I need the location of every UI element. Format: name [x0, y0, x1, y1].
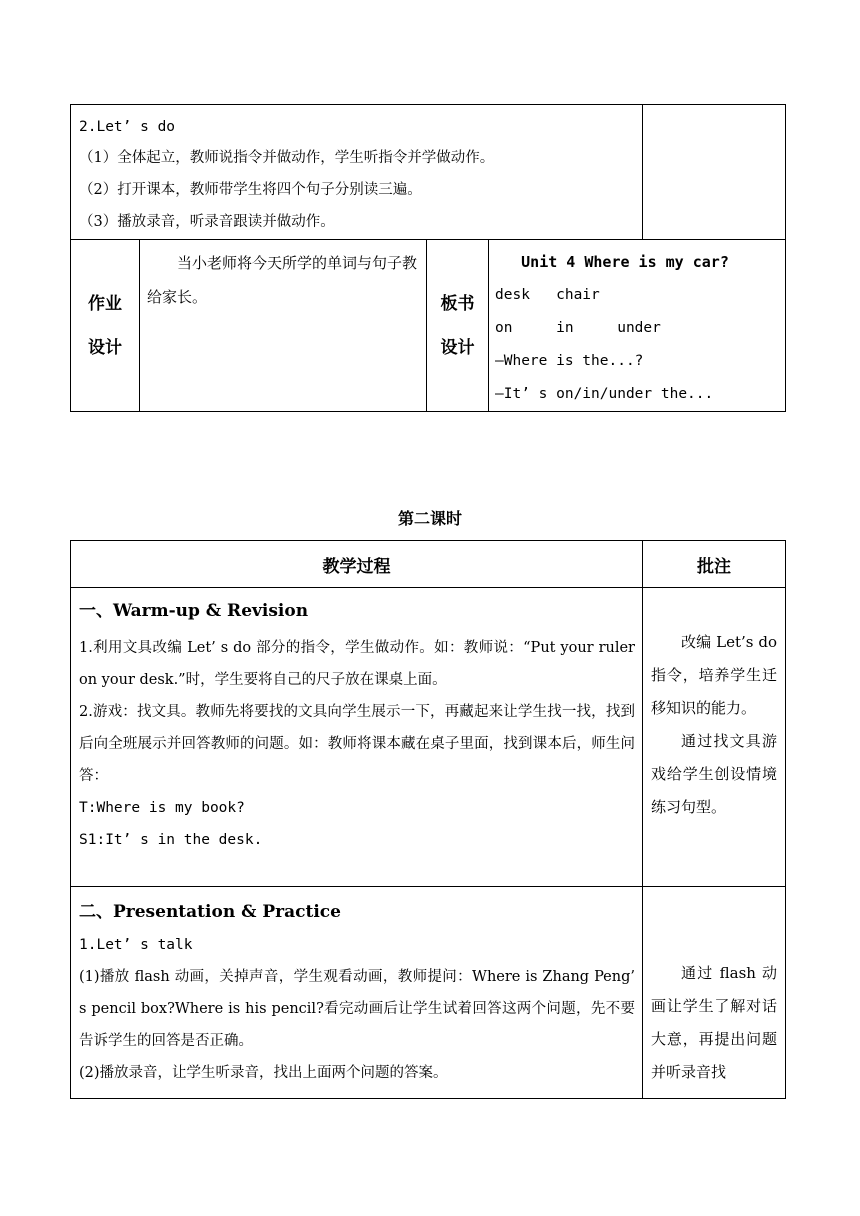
header-notes: 批注	[643, 541, 786, 588]
lets-do-title: 2.Let’ s do	[79, 119, 176, 135]
board-line: —Where is the...?	[495, 353, 644, 369]
homework-label-2: 设计	[88, 337, 122, 358]
board-line: desk chair	[495, 287, 600, 303]
board-design-cell	[489, 240, 786, 412]
warmup-note-2: 通过找文具游戏给学生创设情境练习句型。	[651, 732, 777, 816]
top-table	[70, 104, 786, 412]
homework-text: 当小老师将今天所学的单词与句子教给家长。	[147, 254, 418, 306]
warmup-p1: 1.利用文具改编 Let’ s do 部分的指令，学生做动作。如：教师说：“Put your ruler on your desk.”时，学生要将自己的尺子放在课桌上面。	[79, 640, 635, 688]
warmup-p2: 2.游戏：找文具。教师先将要找的文具向学生展示一下，再藏起来让学生找一找，找到后向全班展示并回答教师的问题。如：教师将课本藏在桌子里面，找到课本后，师生问答：	[79, 704, 635, 784]
lets-do-step: （2）打开课本，教师带学生将四个句子分别读三遍。	[79, 182, 422, 198]
board-label-2: 设计	[440, 337, 475, 358]
board-label-cell	[427, 240, 489, 412]
warmup-dialog-t: T:Where is my book?	[79, 800, 245, 816]
warmup-notes-cell	[643, 588, 786, 887]
warmup-cell	[71, 588, 643, 887]
lets-do-cell	[71, 105, 643, 240]
homework-text-cell	[140, 240, 427, 412]
warmup-heading: 一、Warm-up & Revision	[79, 601, 309, 621]
presentation-heading: 二、Presentation & Practice	[79, 902, 341, 922]
presentation-note: 通过 flash 动画让学生了解对话大意，再提出问题并听录音找	[651, 964, 777, 1081]
warmup-note-1: 改编 Let’s do 指令，培养学生迁移知识的能力。	[651, 633, 777, 717]
board-line: on in under	[495, 320, 661, 336]
homework-label-1: 作业	[88, 293, 122, 314]
homework-label-cell	[71, 240, 140, 412]
presentation-notes-cell	[643, 887, 786, 1099]
lets-do-step: （1）全体起立，教师说指令并做动作，学生听指令并学做动作。	[79, 150, 495, 166]
presentation-p2: (2)播放录音，让学生听录音，找出上面两个问题的答案。	[79, 1065, 448, 1081]
board-line: —It’ s on/in/under the...	[495, 386, 714, 402]
presentation-cell	[71, 887, 643, 1099]
presentation-p1: (1)播放 flash 动画，关掉声音，学生观看动画，教师提问：Where is Zhang Peng’ s pencil box?Where is his pencil?看完动画后让学生试着回答这两个问题，先不要告诉学生的回答是否正确。	[79, 969, 635, 1049]
section-title: 第二课时	[397, 509, 462, 528]
warmup-dialog-s: S1:It’ s in the desk.	[79, 832, 263, 848]
lets-do-step: （3）播放录音，听录音跟读并做动作。	[79, 214, 335, 230]
header-process: 教学过程	[71, 541, 643, 588]
board-label-1: 板书	[440, 293, 475, 314]
talk-title: 1.Let’ s talk	[79, 937, 193, 953]
empty-note-cell	[643, 105, 786, 240]
board-title: Unit 4 Where is my car?	[521, 253, 729, 271]
lesson-table	[70, 540, 786, 1099]
